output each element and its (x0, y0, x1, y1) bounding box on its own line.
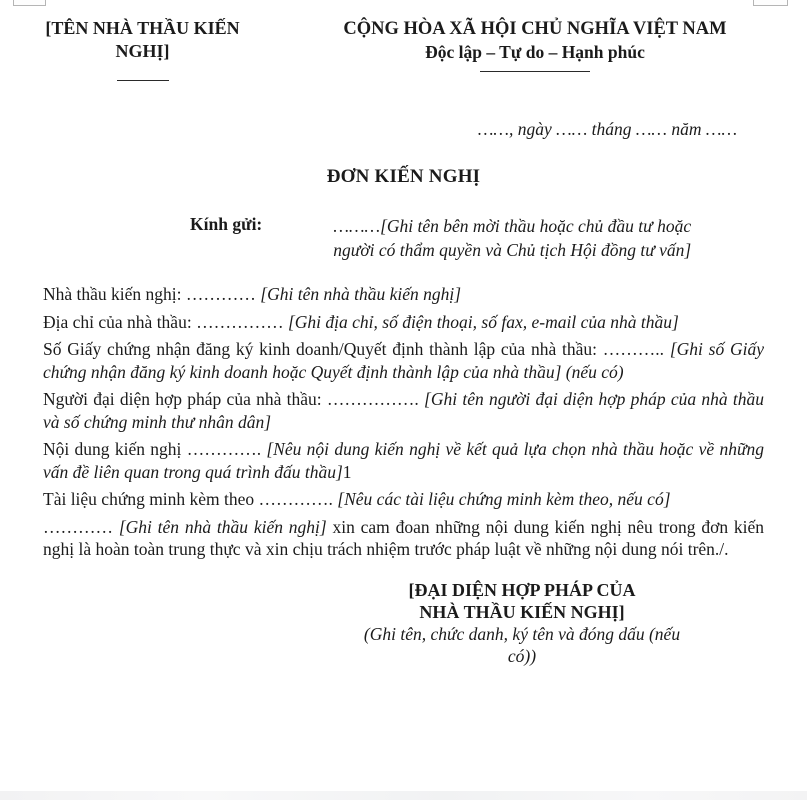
header-rule-left (117, 80, 169, 81)
field-supporting-documents: Tài liệu chứng minh kèm theo …………. [Nêu các tài liệu chứng minh kèm theo, nếu có] (43, 489, 671, 509)
field-legal-representative: Người đại diện hợp pháp của nhà thầu: ……………. [Ghi tên người đại diện hợp pháp của nhà thầu và số chứng minh thư nhân dân] (43, 389, 764, 432)
footnote-reference: 1 (342, 461, 352, 482)
salutation-label: Kính gửi: (190, 214, 263, 234)
salutation-note-line1: ………[Ghi tên bên mời thầu hoặc chủ đầu tư hoặc (333, 216, 692, 236)
signature-title-line2: NHÀ THẦU KIẾN NGHỊ] (419, 601, 625, 622)
salutation-note-line2: người có thẩm quyền và Chủ tịch Hội đồng tư vấn] (333, 240, 692, 260)
petitioner-name-line1: [TÊN NHÀ THẦU KIẾN (45, 18, 240, 38)
petitioner-name-block (0, 17, 285, 81)
document-body (0, 283, 807, 561)
salutation-note (276, 214, 748, 262)
document-header (0, 0, 807, 81)
commitment-paragraph: ………… [Ghi tên nhà thầu kiến nghị] xin cam đoan những nội dung kiến nghị nêu trong đơn kiến nghị là hoàn toàn trung thực và xin chịu trách nhiệm trước pháp luật về những nội dung nói trên./. (43, 516, 764, 559)
cropped-widget-corner-right (753, 0, 788, 6)
signature-block (352, 579, 692, 667)
salutation-block (0, 214, 807, 262)
document-title: ĐƠN KIẾN NGHỊ (326, 166, 481, 187)
page-bottom-edge (0, 791, 807, 800)
field-contractor-address: Địa chỉ của nhà thầu: …………… [Ghi địa chỉ, số điện thoại, số fax, e-mail của nhà thầu] (43, 311, 679, 332)
header-rule-right (480, 71, 590, 72)
signature-note-line2: có)) (507, 645, 537, 666)
field-petition-content: Nội dung kiến nghị …………. [Nêu nội dung kiến nghị về kết quả lựa chọn nhà thầu hoặc về những vấn đề liên quan trong quá trình đấu thầu]1 (43, 439, 765, 482)
signature-title-line1: [ĐẠI DIỆN HỢP PHÁP CỦA (408, 579, 636, 600)
cropped-widget-corner-left (13, 0, 46, 6)
field-business-registration: Số Giấy chứng nhận đăng ký kinh doanh/Quyết định thành lập của nhà thầu: ……….. [Ghi số Giấy chứng nhận đăng ký kinh doanh hoặc Quyết định thành lập của nhà thầu] (nếu có) (43, 339, 764, 382)
national-header-block (285, 17, 785, 81)
field-contractor-name: Nhà thầu kiến nghị: ………… [Ghi tên nhà thầu kiến nghị] (43, 284, 462, 304)
signature-note-line1: (Ghi tên, chức danh, ký tên và đóng dấu (nếu (363, 623, 681, 644)
national-motto: Độc lập – Tự do – Hạnh phúc (425, 42, 645, 62)
date-line: ……, ngày …… tháng …… năm …… (477, 119, 737, 139)
country-name: CỘNG HÒA XÃ HỘI CHỦ NGHĨA VIỆT NAM (343, 19, 727, 39)
petitioner-name-line2: NGHỊ] (115, 41, 170, 61)
